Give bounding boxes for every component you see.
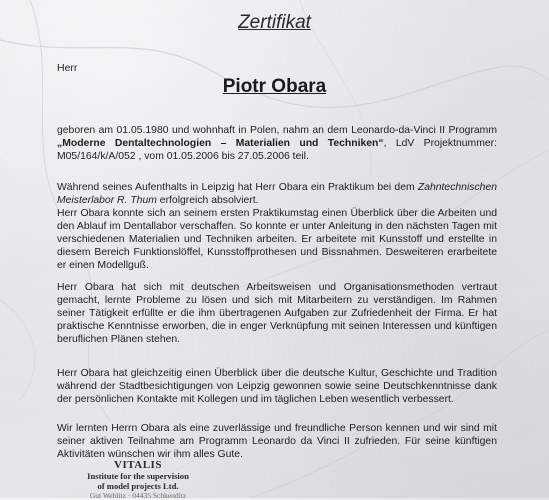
paragraph-2-text-b: erfolgreich absolviert. bbox=[156, 195, 259, 206]
paragraph-4: Herr Obara hat gleichzeitig einen Überblick über die deutsche Kultur, Geschichte und Tradition während der Stadtbesichtigungen von Leipzig gewonnen sowie seine Deutschkenntnisse dank der persönlichen Kontakte mit Kollegen und im täglichen Leben wesentlich verbessert. bbox=[57, 368, 497, 405]
stamp-line-1: Institute for the supervision bbox=[87, 471, 189, 481]
recipient-name: Piotr Obara bbox=[222, 76, 327, 97]
page-title: Zertifikat bbox=[238, 12, 311, 33]
program-title: „Moderne Dentaltechnologien – Materialien und Techniken“ bbox=[57, 138, 384, 149]
paragraph-1 bbox=[57, 124, 497, 163]
paragraph-3: Herr Obara hat sich mit deutschen Arbeitsweisen und Organisationsmethoden vertraut gemacht, lernte Probleme zu lösen und sich mit Mitarbeitern zu verständigen. Im Rahmen seiner Tätigkeit erfüllte er die ihm übertragenen Aufgaben zur Zufriedenheit der Firma. Er hat praktische Kenntnisse erworben, die in enger Verknüpfung mit seinen Interessen und künftigen beruflichen Plänen stehen. bbox=[57, 282, 497, 345]
salutation: Herr bbox=[57, 62, 78, 74]
stamp-name: VITALIS bbox=[114, 459, 162, 471]
paragraph-2 bbox=[57, 181, 497, 272]
paragraph-5: Wir lernten Herrn Obara als eine zuverlässige und freundliche Person kennen und wir sind mit seiner aktiven Teilnahme am Programm Leonardo da Vinci II zufrieden. Für seine künftigen Aktivitäten wünschen wir ihm alles Gute. bbox=[57, 423, 497, 460]
lab-name: Zahntechnischen Meisterlabor R. Thum bbox=[57, 182, 497, 206]
paragraph-1-text-a: geboren am 01.05.1980 und wohnhaft in Polen, nahm an dem Leonardo-da-Vinci II Programm bbox=[57, 125, 497, 136]
stamp-address: Gut Wehlitz · 04435 Schkeuditz bbox=[89, 491, 187, 500]
institution-stamp bbox=[78, 459, 198, 500]
paragraph-2-text-a: Während seines Aufenthalts in Leipzig hat Herr Obara ein Praktikum bei dem bbox=[57, 182, 418, 193]
paragraph-2-text-c: Herr Obara konnte sich an seinem ersten Praktikumstag einen Überblick über die Arbeiten und den Ablauf im Dentallabor verschaffen. So konnte er unter Anleitung in den nächsten Tagen mit verschiedenen Materialien und Techniken arbeiten. Er arbeitete mit Kunsstoff und erstellte in diesem Bereich Funktionslöffel, Kunsstoffprothesen und Bissnahmen. Desweiteren erarbeitete er einen Modellguß. bbox=[57, 208, 497, 271]
stamp-line-2: of model projects Ltd. bbox=[97, 481, 179, 491]
paragraph-1-text-b: , LdV Projektnummer: M05/164/k/A/052 , vom 01.05.2006 bis 27.05.2006 teil. bbox=[57, 138, 497, 162]
